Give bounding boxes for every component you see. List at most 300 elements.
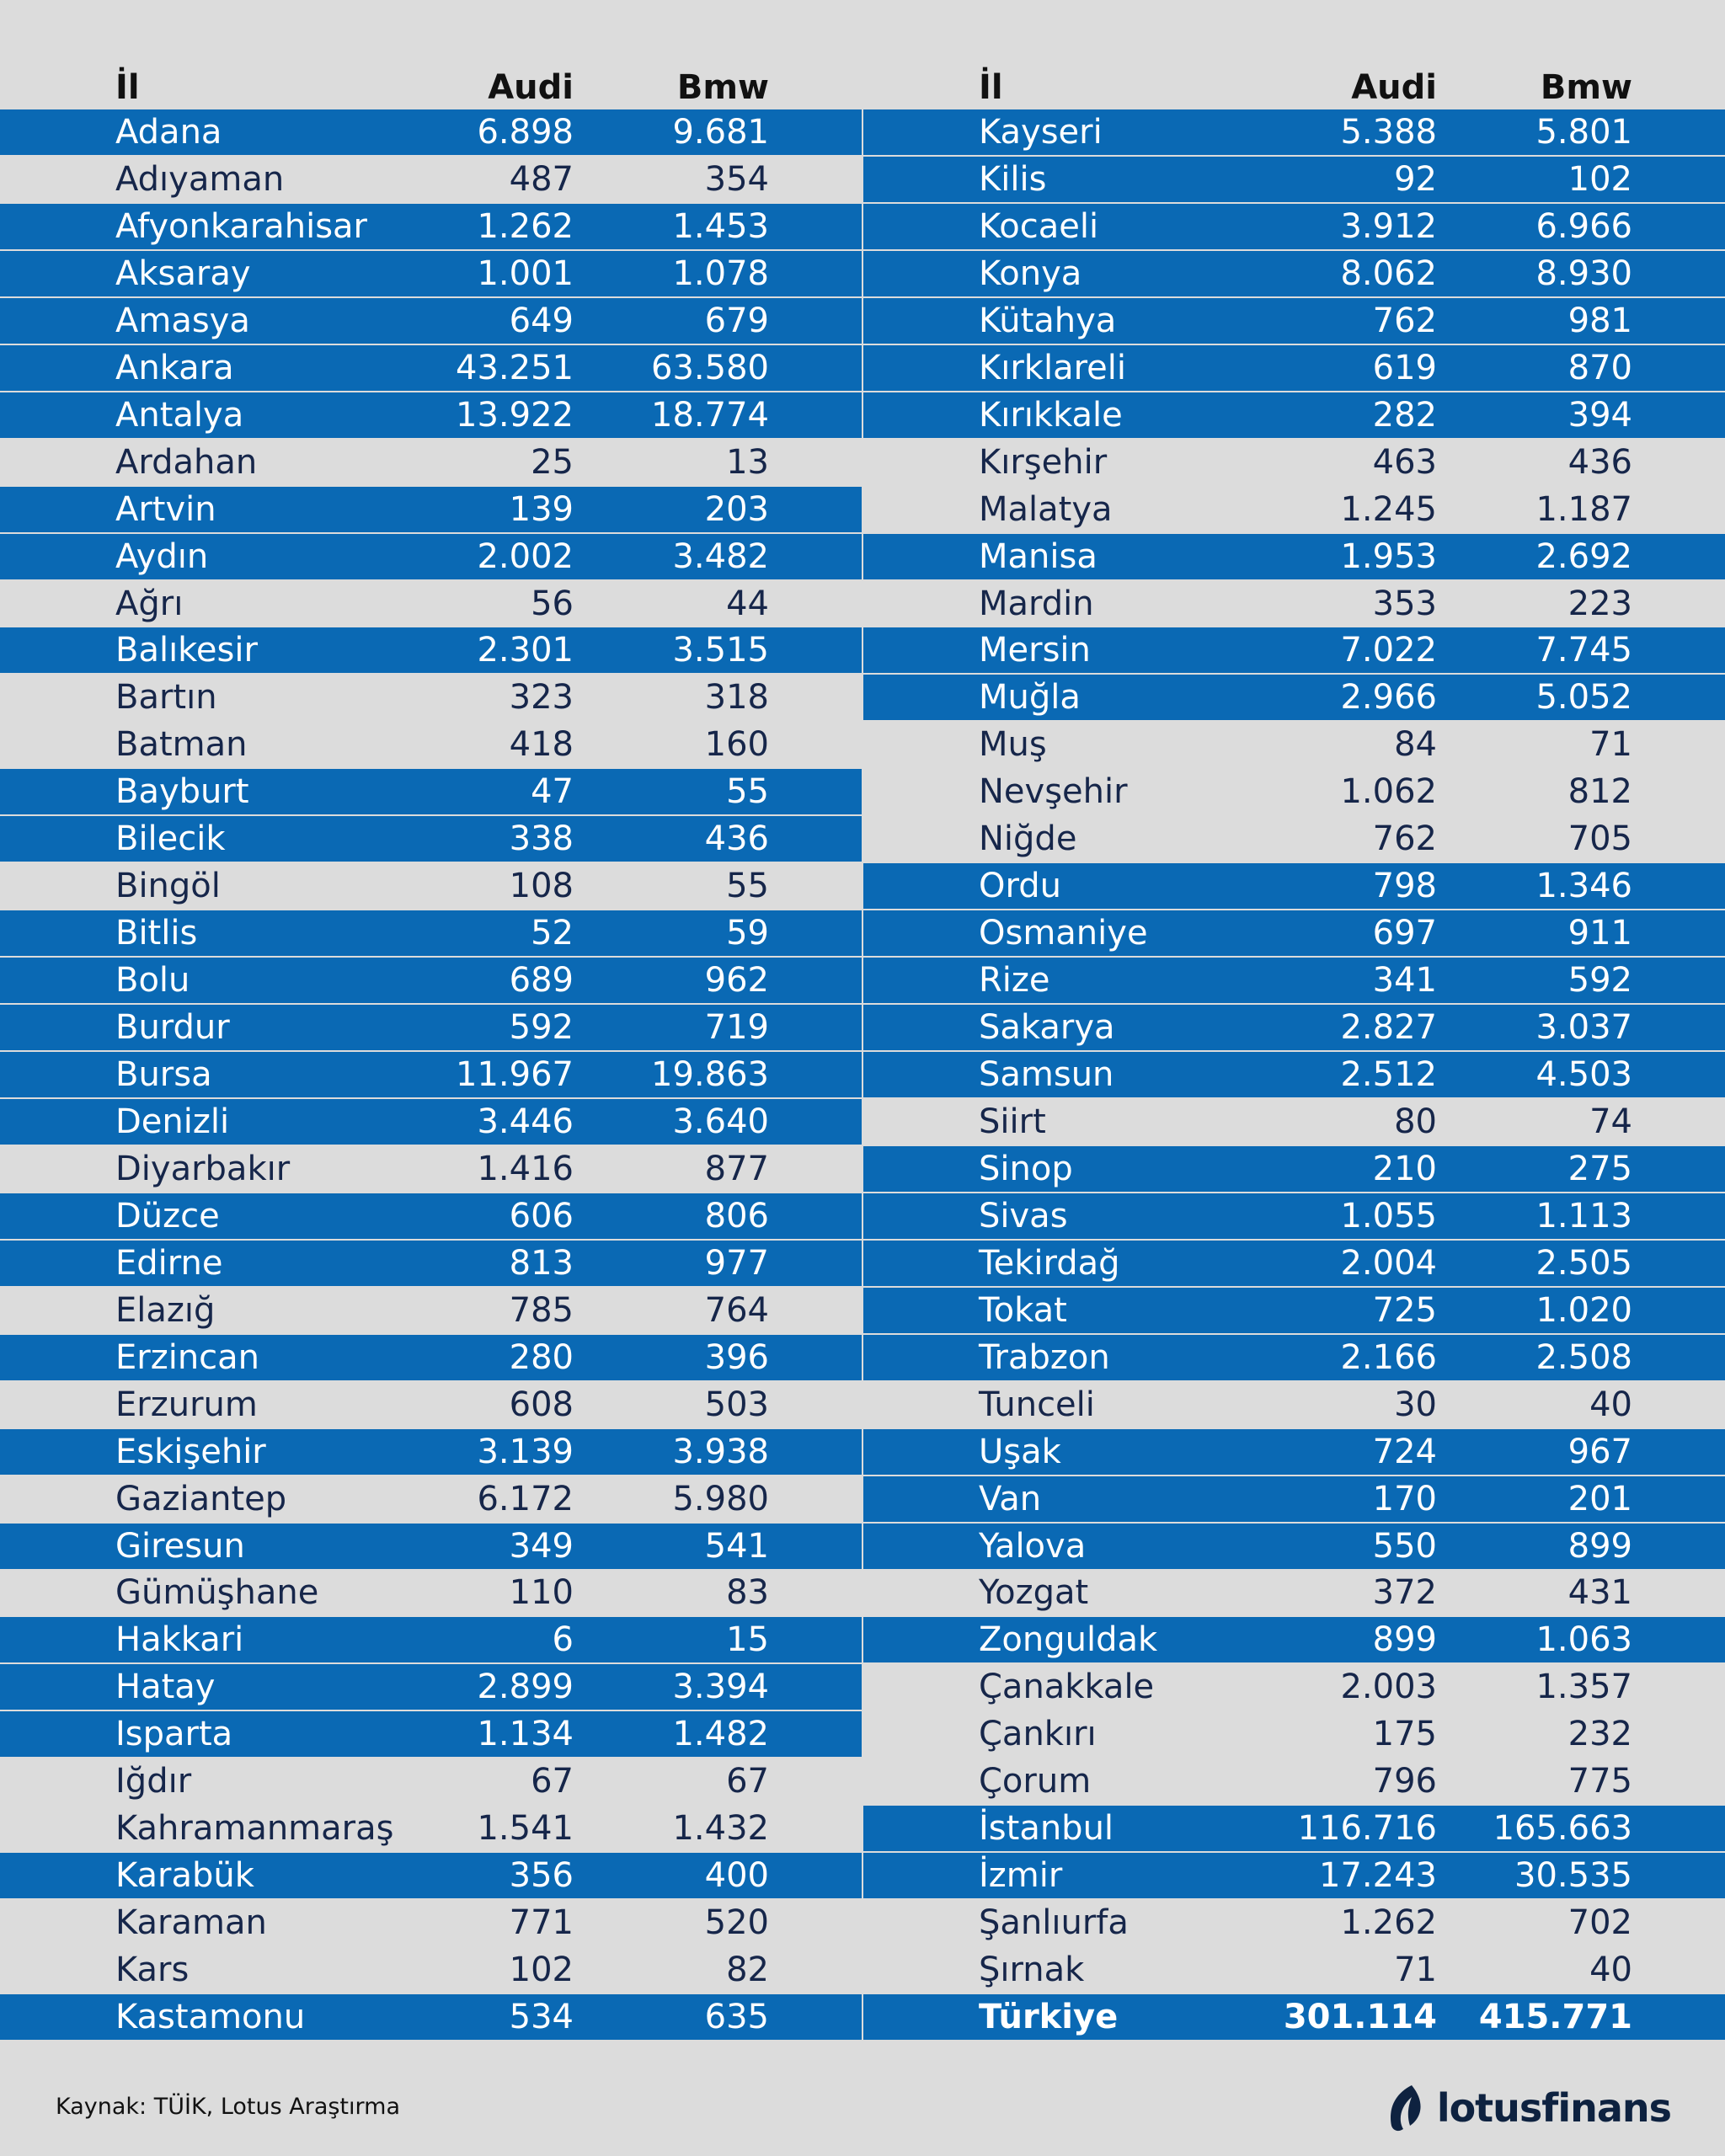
cell-bmw: 232 <box>1567 1715 1632 1753</box>
cell-il: Kırklareli <box>979 349 1126 387</box>
cell-audi: 2.512 <box>1340 1055 1437 1094</box>
cell-il: Muş <box>979 725 1047 764</box>
cell-bmw: 1.357 <box>1535 1668 1632 1706</box>
cell-il: Muğla <box>979 678 1081 717</box>
cell-audi: 606 <box>509 1197 574 1235</box>
table-row <box>863 1005 1725 1050</box>
cell-bmw: 394 <box>1567 396 1632 435</box>
table-row <box>0 1947 862 1993</box>
cell-bmw: 705 <box>1567 819 1632 858</box>
table-row <box>863 345 1725 391</box>
cell-audi: 771 <box>509 1903 574 1942</box>
table-row <box>0 722 862 767</box>
cell-il: Çorum <box>979 1762 1092 1801</box>
table-row <box>0 157 862 202</box>
cell-il: Isparta <box>115 1715 233 1753</box>
cell-bmw: 3.037 <box>1535 1008 1632 1047</box>
cell-il: Burdur <box>115 1008 230 1047</box>
table-row <box>0 345 862 391</box>
cell-bmw: 1.187 <box>1535 490 1632 529</box>
cell-il: Düzce <box>115 1197 220 1235</box>
cell-bmw: 806 <box>704 1197 769 1235</box>
table-row <box>0 534 862 579</box>
table-row <box>0 1476 862 1522</box>
table-row <box>0 769 862 814</box>
cell-il: Van <box>979 1480 1042 1518</box>
cell-audi: 418 <box>509 725 574 764</box>
cell-il: Antalya <box>115 396 244 435</box>
table-row <box>0 1335 862 1380</box>
cell-il: Çankırı <box>979 1715 1097 1753</box>
header-bmw: Bmw <box>676 68 769 107</box>
cell-bmw: 541 <box>704 1527 769 1566</box>
cell-bmw: 3.515 <box>672 631 769 670</box>
cell-bmw: 396 <box>704 1338 769 1377</box>
header-audi: Audi <box>1351 68 1437 107</box>
cell-bmw: 7.745 <box>1535 631 1632 670</box>
cell-bmw: 19.863 <box>651 1055 769 1094</box>
table-row <box>863 440 1725 485</box>
cell-bmw: 812 <box>1567 772 1632 811</box>
cell-audi: 7.022 <box>1340 631 1437 670</box>
cell-il: Erzincan <box>115 1338 260 1377</box>
cell-il: Sakarya <box>979 1008 1115 1047</box>
cell-il: Artvin <box>115 490 216 529</box>
cell-il: Malatya <box>979 490 1113 529</box>
cell-il: Hatay <box>115 1668 216 1706</box>
cell-bmw: 899 <box>1567 1527 1632 1566</box>
table-row <box>0 958 862 1003</box>
cell-audi: 899 <box>1372 1620 1437 1659</box>
cell-il: Kahramanmaraş <box>115 1809 394 1848</box>
cell-bmw: 5.980 <box>672 1480 769 1518</box>
table-row <box>863 1193 1725 1239</box>
cell-audi: 6.898 <box>477 113 574 152</box>
cell-il: Eskişehir <box>115 1433 266 1471</box>
cell-bmw: 1.063 <box>1535 1620 1632 1659</box>
table-row <box>863 157 1725 202</box>
table-row <box>863 1664 1725 1710</box>
cell-bmw: 1.020 <box>1535 1291 1632 1330</box>
cell-bmw: 679 <box>704 302 769 340</box>
cell-il: Ankara <box>115 349 234 387</box>
cell-bmw: 67 <box>726 1762 769 1801</box>
cell-audi: 372 <box>1372 1573 1437 1612</box>
cell-audi: 30 <box>1394 1385 1437 1424</box>
cell-il: Elazığ <box>115 1291 216 1330</box>
cell-audi: 17.243 <box>1319 1856 1437 1895</box>
table-row <box>0 1900 862 1945</box>
cell-bmw: 592 <box>1567 961 1632 1000</box>
cell-audi: 353 <box>1372 584 1437 623</box>
table-row <box>863 534 1725 579</box>
cell-il: Tokat <box>979 1291 1067 1330</box>
cell-bmw: 4.503 <box>1535 1055 1632 1094</box>
table-row <box>863 1711 1725 1757</box>
cell-bmw: 870 <box>1567 349 1632 387</box>
cell-il: Tekirdağ <box>979 1244 1120 1283</box>
cell-bmw: 1.113 <box>1535 1197 1632 1235</box>
cell-bmw: 981 <box>1567 302 1632 340</box>
cell-bmw: 40 <box>1589 1951 1632 1989</box>
table-row <box>0 1994 862 2040</box>
cell-il: Aksaray <box>115 254 251 293</box>
cell-bmw: 63.580 <box>651 349 769 387</box>
cell-bmw: 74 <box>1589 1102 1632 1141</box>
cell-bmw: 318 <box>704 678 769 717</box>
cell-il: Batman <box>115 725 248 764</box>
cell-bmw: 877 <box>704 1150 769 1188</box>
table-row <box>863 1241 1725 1286</box>
cell-audi: 280 <box>509 1338 574 1377</box>
cell-audi: 338 <box>509 819 574 858</box>
cell-audi: 341 <box>1372 961 1437 1000</box>
cell-audi: 5.388 <box>1340 113 1437 152</box>
cell-il: Denizli <box>115 1102 230 1141</box>
cell-il: Ordu <box>979 867 1061 905</box>
cell-bmw: 6.966 <box>1535 207 1632 246</box>
cell-bmw: 201 <box>1567 1480 1632 1518</box>
cell-il: Kars <box>115 1951 190 1989</box>
table-row <box>863 675 1725 720</box>
cell-bmw: 977 <box>704 1244 769 1283</box>
table-row <box>0 1288 862 1333</box>
cell-bmw: 160 <box>704 725 769 764</box>
cell-il: Ağrı <box>115 584 184 623</box>
table-row <box>863 1524 1725 1569</box>
table-row <box>0 1382 862 1428</box>
cell-audi: 608 <box>509 1385 574 1424</box>
cell-il: Gümüşhane <box>115 1573 319 1612</box>
table-row <box>863 1570 1725 1615</box>
table-row <box>0 910 862 956</box>
cell-audi: 301.114 <box>1283 1998 1437 2036</box>
cell-bmw: 1.482 <box>672 1715 769 1753</box>
cell-audi: 13.922 <box>456 396 574 435</box>
cell-il: Kastamonu <box>115 1998 306 2036</box>
cell-audi: 25 <box>531 443 574 482</box>
cell-il: Sivas <box>979 1197 1068 1235</box>
cell-bmw: 967 <box>1567 1433 1632 1471</box>
cell-il: Osmaniye <box>979 914 1148 953</box>
table-row <box>863 204 1725 249</box>
cell-il: Rize <box>979 961 1050 1000</box>
cell-bmw: 18.774 <box>651 396 769 435</box>
table-row <box>0 487 862 532</box>
cell-il: Gaziantep <box>115 1480 287 1518</box>
cell-il: Kayseri <box>979 113 1103 152</box>
left-table-header <box>0 66 862 109</box>
cell-il: Yalova <box>979 1527 1087 1566</box>
table-row <box>0 1193 862 1239</box>
cell-audi: 56 <box>531 584 574 623</box>
cell-bmw: 2.508 <box>1535 1338 1632 1377</box>
header-il: İl <box>115 68 140 107</box>
table-row <box>863 1099 1725 1145</box>
table-row <box>863 109 1725 155</box>
cell-audi: 110 <box>509 1573 574 1612</box>
table-row <box>863 769 1725 814</box>
table-row <box>863 1146 1725 1192</box>
table-row <box>0 581 862 627</box>
table-total-row <box>863 1994 1725 2040</box>
cell-il: Kocaeli <box>979 207 1099 246</box>
cell-audi: 785 <box>509 1291 574 1330</box>
cell-il: Diyarbakır <box>115 1150 291 1188</box>
cell-il: Uşak <box>979 1433 1061 1471</box>
cell-audi: 92 <box>1394 160 1437 199</box>
table-row <box>0 1617 862 1662</box>
cell-audi: 1.062 <box>1340 772 1437 811</box>
cell-audi: 116.716 <box>1297 1809 1437 1848</box>
cell-audi: 356 <box>509 1856 574 1895</box>
brand-name: lotusfinans <box>1436 2085 1671 2131</box>
cell-bmw: 83 <box>726 1573 769 1612</box>
table-row <box>863 298 1725 344</box>
cell-audi: 139 <box>509 490 574 529</box>
table-row <box>0 1524 862 1569</box>
table-row <box>0 1429 862 1475</box>
cell-bmw: 30.535 <box>1514 1856 1632 1895</box>
table-row <box>0 1052 862 1097</box>
cell-audi: 762 <box>1372 819 1437 858</box>
table-row <box>863 1617 1725 1662</box>
cell-il: Aydın <box>115 537 209 576</box>
table-row <box>0 251 862 296</box>
cell-bmw: 55 <box>726 772 769 811</box>
cell-il: Bilecik <box>115 819 226 858</box>
table-row <box>863 958 1725 1003</box>
cell-bmw: 275 <box>1567 1150 1632 1188</box>
cell-il: Manisa <box>979 537 1097 576</box>
cell-audi: 8.062 <box>1340 254 1437 293</box>
cell-audi: 697 <box>1372 914 1437 953</box>
lotus-leaf-icon <box>1386 2084 1430 2132</box>
cell-audi: 11.967 <box>456 1055 574 1094</box>
table-row <box>0 109 862 155</box>
cell-audi: 689 <box>509 961 574 1000</box>
table-row <box>0 1711 862 1757</box>
cell-bmw: 15 <box>726 1620 769 1659</box>
cell-il: Tunceli <box>979 1385 1095 1424</box>
table-row <box>0 1146 862 1192</box>
table-row <box>863 722 1725 767</box>
table-row <box>863 1476 1725 1522</box>
cell-audi: 3.446 <box>477 1102 574 1141</box>
cell-il: Zonguldak <box>979 1620 1158 1659</box>
cell-bmw: 40 <box>1589 1385 1632 1424</box>
cell-audi: 796 <box>1372 1762 1437 1801</box>
cell-il: Balıkesir <box>115 631 258 670</box>
cell-audi: 108 <box>509 867 574 905</box>
cell-bmw: 436 <box>1567 443 1632 482</box>
cell-audi: 52 <box>531 914 574 953</box>
cell-audi: 487 <box>509 160 574 199</box>
cell-il: İstanbul <box>979 1809 1114 1848</box>
cell-bmw: 702 <box>1567 1903 1632 1942</box>
cell-bmw: 415.771 <box>1478 1998 1632 2036</box>
cell-audi: 2.966 <box>1340 678 1437 717</box>
cell-bmw: 3.482 <box>672 537 769 576</box>
cell-audi: 170 <box>1372 1480 1437 1518</box>
table-row <box>0 392 862 438</box>
table-row <box>863 816 1725 862</box>
cell-il: Çanakkale <box>979 1668 1155 1706</box>
cell-bmw: 354 <box>704 160 769 199</box>
cell-il: Ardahan <box>115 443 258 482</box>
cell-audi: 1.416 <box>477 1150 574 1188</box>
table-row <box>863 251 1725 296</box>
cell-il: Bartın <box>115 678 217 717</box>
cell-il: Hakkari <box>115 1620 244 1659</box>
table-row <box>0 1664 862 1710</box>
cell-il: Bursa <box>115 1055 212 1094</box>
cell-audi: 282 <box>1372 396 1437 435</box>
cell-il: Bayburt <box>115 772 249 811</box>
cell-bmw: 2.505 <box>1535 1244 1632 1283</box>
cell-audi: 2.899 <box>477 1668 574 1706</box>
cell-bmw: 520 <box>704 1903 769 1942</box>
cell-il: Konya <box>979 254 1082 293</box>
cell-bmw: 1.453 <box>672 207 769 246</box>
cell-bmw: 165.663 <box>1493 1809 1632 1848</box>
cell-bmw: 82 <box>726 1951 769 1989</box>
cell-il: Kırşehir <box>979 443 1108 482</box>
cell-bmw: 719 <box>704 1008 769 1047</box>
table-row <box>863 1429 1725 1475</box>
cell-bmw: 911 <box>1567 914 1632 953</box>
table-row <box>863 1900 1725 1945</box>
table-row <box>0 1758 862 1804</box>
cell-bmw: 1.432 <box>672 1809 769 1848</box>
cell-bmw: 55 <box>726 867 769 905</box>
table-row <box>0 1853 862 1898</box>
table-row <box>0 1806 862 1851</box>
table-row <box>863 910 1725 956</box>
cell-il: Samsun <box>979 1055 1114 1094</box>
cell-il: Karabük <box>115 1856 254 1895</box>
cell-il: Türkiye <box>979 1998 1119 2036</box>
cell-audi: 2.002 <box>477 537 574 576</box>
cell-audi: 210 <box>1372 1150 1437 1188</box>
brand-logo <box>1386 2082 1671 2134</box>
cell-bmw: 2.692 <box>1535 537 1632 576</box>
cell-il: Sinop <box>979 1150 1073 1188</box>
cell-bmw: 203 <box>704 490 769 529</box>
header-audi: Audi <box>488 68 574 107</box>
cell-il: Bitlis <box>115 914 198 953</box>
table-row <box>0 1099 862 1145</box>
cell-audi: 2.003 <box>1340 1668 1437 1706</box>
cell-audi: 6.172 <box>477 1480 574 1518</box>
cell-audi: 592 <box>509 1008 574 1047</box>
cell-audi: 2.301 <box>477 631 574 670</box>
cell-bmw: 775 <box>1567 1762 1632 1801</box>
cell-il: Şanlıurfa <box>979 1903 1129 1942</box>
cell-bmw: 503 <box>704 1385 769 1424</box>
cell-audi: 84 <box>1394 725 1437 764</box>
cell-audi: 1.245 <box>1340 490 1437 529</box>
cell-il: Edirne <box>115 1244 223 1283</box>
cell-bmw: 3.938 <box>672 1433 769 1471</box>
cell-audi: 813 <box>509 1244 574 1283</box>
cell-il: Nevşehir <box>979 772 1128 811</box>
cell-audi: 550 <box>1372 1527 1437 1566</box>
cell-bmw: 223 <box>1567 584 1632 623</box>
cell-audi: 798 <box>1372 867 1437 905</box>
cell-il: Kırıkkale <box>979 396 1123 435</box>
cell-audi: 349 <box>509 1527 574 1566</box>
cell-audi: 1.001 <box>477 254 574 293</box>
table-row <box>863 581 1725 627</box>
cell-audi: 1.262 <box>477 207 574 246</box>
cell-bmw: 13 <box>726 443 769 482</box>
table-row <box>0 1005 862 1050</box>
cell-bmw: 635 <box>704 1998 769 2036</box>
cell-bmw: 71 <box>1589 725 1632 764</box>
table-row <box>863 487 1725 532</box>
cell-bmw: 431 <box>1567 1573 1632 1612</box>
cell-il: Trabzon <box>979 1338 1110 1377</box>
cell-bmw: 9.681 <box>672 113 769 152</box>
cell-audi: 3.912 <box>1340 207 1437 246</box>
table-row <box>0 1570 862 1615</box>
cell-bmw: 764 <box>704 1291 769 1330</box>
cell-audi: 80 <box>1394 1102 1437 1141</box>
cell-il: Adana <box>115 113 222 152</box>
cell-audi: 323 <box>509 678 574 717</box>
cell-il: Siirt <box>979 1102 1046 1141</box>
table-row <box>0 675 862 720</box>
header-bmw: Bmw <box>1540 68 1632 107</box>
cell-bmw: 44 <box>726 584 769 623</box>
cell-audi: 2.827 <box>1340 1008 1437 1047</box>
table-row <box>863 392 1725 438</box>
cell-il: Kütahya <box>979 302 1117 340</box>
cell-audi: 2.004 <box>1340 1244 1437 1283</box>
cell-audi: 724 <box>1372 1433 1437 1471</box>
table-row <box>863 1335 1725 1380</box>
cell-audi: 725 <box>1372 1291 1437 1330</box>
cell-bmw: 400 <box>704 1856 769 1895</box>
cell-audi: 762 <box>1372 302 1437 340</box>
cell-bmw: 962 <box>704 961 769 1000</box>
table-row <box>0 204 862 249</box>
cell-bmw: 3.394 <box>672 1668 769 1706</box>
table-row <box>0 298 862 344</box>
cell-audi: 534 <box>509 1998 574 2036</box>
cell-audi: 6 <box>552 1620 574 1659</box>
table-row <box>863 1947 1725 1993</box>
cell-audi: 1.055 <box>1340 1197 1437 1235</box>
cell-il: Niğde <box>979 819 1077 858</box>
table-row <box>863 1382 1725 1428</box>
table-row <box>863 863 1725 909</box>
table-row <box>0 1241 862 1286</box>
cell-bmw: 59 <box>726 914 769 953</box>
table-row <box>0 863 862 909</box>
cell-il: Adıyaman <box>115 160 285 199</box>
cell-il: Yozgat <box>979 1573 1089 1612</box>
cell-il: Amasya <box>115 302 250 340</box>
table-row <box>863 1288 1725 1333</box>
cell-audi: 1.134 <box>477 1715 574 1753</box>
cell-audi: 1.262 <box>1340 1903 1437 1942</box>
cell-il: Bingöl <box>115 867 221 905</box>
cell-bmw: 102 <box>1567 160 1632 199</box>
cell-bmw: 3.640 <box>672 1102 769 1141</box>
cell-il: Afyonkarahisar <box>115 207 368 246</box>
